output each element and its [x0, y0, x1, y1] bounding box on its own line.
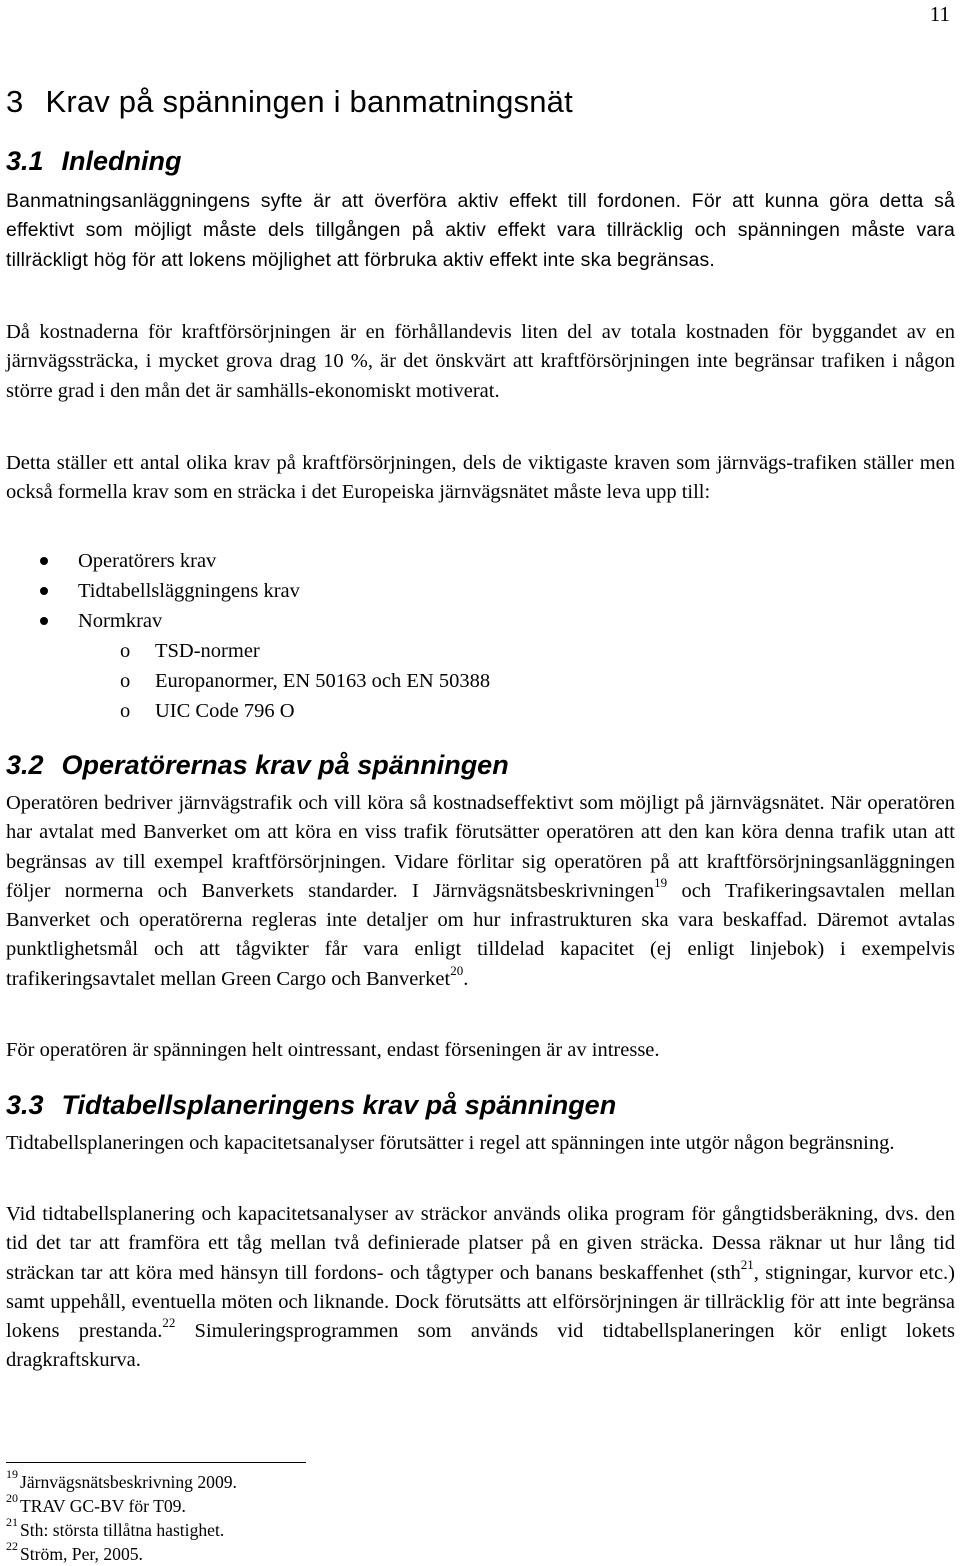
requirements-list [6, 546, 491, 722]
sublist-item [6, 666, 490, 696]
footnote-ref-22: 22 [162, 1315, 176, 1331]
list-item-text: Operatörers krav [78, 550, 217, 572]
section-heading-3-2 [6, 750, 509, 781]
chapter-title: Krav på spänningen i banmatningsnät [45, 84, 573, 119]
footnote-text: TRAV GC-BV för T09. [20, 1496, 186, 1516]
paragraph-intro: Banmatningsanläggningens syfte är att överföra aktiv effekt till fordonen. För att kunna göra detta så effektivt som möjligt måste dels tillgången på aktiv effekt vara tillräcklig och spänningen måste vara tillräckligt hög för att lokens möjlighet att förbruka aktiv effekt inte ska begränsas. [6, 190, 955, 271]
section-title: Tidtabellsplaneringens krav på spänningen [61, 1090, 617, 1120]
paragraph-text: , stigningar, kurvor etc.) samt uppehåll, eventuella möten och liknande. Dock förutsätts att elförsörjningen är tillräcklig för att inte begränsa lokens prestanda. [6, 1261, 955, 1343]
sub-bullet-marker: o [120, 670, 131, 692]
list-item-text: Tidtabellsläggningens krav [78, 580, 300, 602]
footnote-ref-20: 20 [450, 962, 464, 978]
footnote [6, 1467, 237, 1494]
paragraph-operators [6, 789, 955, 994]
paragraph-requirements: Detta ställer ett antal olika krav på kraftförsörjningen, dels de viktigaste kraven som järnvägs-trafiken ställer men också formella krav som en sträcka i det Europeiska järnvägsnätet måste leva upp till: [6, 452, 955, 504]
page-number: 11 [929, 2, 950, 26]
bullet-icon [40, 587, 48, 595]
footnote [6, 1491, 237, 1518]
paragraph-text: . [463, 967, 469, 990]
sublist-item-text: UIC Code 796 O [155, 700, 295, 722]
paragraph-cost: Då kostnaderna för kraftförsörjningen är en förhållandevis liten del av totala kostnaden för byggandet av en järnvägssträcka, i mycket grova drag 10 %, är det önskvärt att kraftförsörjningen inte begränsar trafiken i någon större grad i den mån det är samhälls-ekonomiskt motiverat. [6, 321, 955, 402]
section-title: Inledning [61, 146, 182, 176]
list-item-text: Normkrav [78, 610, 163, 632]
chapter-heading [6, 84, 573, 120]
sub-bullet-marker: o [120, 700, 131, 722]
sublist-item-text: Europanormer, EN 50163 och EN 50388 [155, 670, 491, 692]
paragraph-simulation [6, 1200, 955, 1376]
list-item [6, 606, 491, 722]
chapter-number: 3 [6, 84, 24, 119]
footnote-ref-21: 21 [740, 1256, 754, 1272]
footnote-text: Ström, Per, 2005. [20, 1544, 143, 1564]
paragraph-text: Vid tidtabellsplanering och kapacitetsanalyser av sträckor används olika program för gångtidsberäkning, dvs. den tid det tar att framföra ett tåg mellan två definierade platser på en given sträcka. Dessa räknar ut hur lång tid sträckan tar att köra med hänsyn till fordons- och tågtyper och banans beskaffenhet (sth [6, 1203, 955, 1284]
footnote-number: 20 [6, 1491, 18, 1506]
footnote [6, 1515, 237, 1542]
section-number: 3.3 [6, 1090, 44, 1120]
footnote [6, 1539, 237, 1566]
section-heading-3-1 [6, 146, 182, 177]
footnote-text: Järnvägsnätsbeskrivning 2009. [20, 1472, 237, 1492]
bullet-icon [40, 557, 48, 565]
sub-bullet-marker: o [120, 640, 131, 662]
sublist-item [6, 636, 490, 666]
footnote-text: Sth: största tillåtna hastighet. [20, 1520, 225, 1540]
paragraph-text: och Trafikeringsavtalen mellan Banverket och operatörerna regleras inte detaljer om hur infrastrukturen ska vara beskaffad. Däremot avtalas punktlighetsmål och att tågvikter får vara enligt tilldelad kapacitet (ej enligt linjebok) i exempelvis trafikeringsavtalet mellan Green Cargo och Banverket [6, 879, 955, 990]
paragraph-operators-delay: För operatören är spänningen helt ointressant, endast förseningen är av intresse. [6, 1039, 660, 1061]
bullet-icon [40, 617, 48, 625]
section-number: 3.2 [6, 750, 44, 780]
sublist-item-text: TSD-normer [155, 640, 260, 662]
paragraph-text: Simuleringsprogrammen som används vid tidtabellsplaneringen kör enligt lokets dragkraftskurva. [6, 1320, 955, 1372]
footnote-number: 21 [6, 1515, 18, 1530]
section-number: 3.1 [6, 146, 44, 176]
sublist-item [6, 696, 490, 726]
footnote-divider [6, 1462, 306, 1463]
section-title: Operatörernas krav på spänningen [61, 750, 509, 780]
footnote-number: 22 [6, 1539, 18, 1554]
list-item [6, 576, 490, 606]
norm-sublist [78, 636, 490, 726]
footnote-number: 19 [6, 1467, 18, 1482]
paragraph-timetable: Tidtabellsplaneringen och kapacitetsanalyser förutsätter i regel att spänningen inte utgör någon begränsning. [6, 1132, 895, 1154]
section-heading-3-3 [6, 1090, 616, 1121]
list-item [6, 546, 490, 576]
footnote-ref-19: 19 [654, 875, 668, 891]
footnotes [6, 1467, 237, 1566]
paragraph-text: Operatören bedriver järnvägstrafik och vill köra så kostnadseffektivt som möjligt på järnvägsnätet. När operatören har avtalat med Banverket om att köra en viss trafik förutsätter operatören att den kan köra denna trafik utan att begränsas av till exempel kraftförsörjningen. Vidare förlitar sig operatören på att kraftförsörjningsanläggningen följer normerna och Banverkets standarder. I Järnvägsnätsbeskrivningen [6, 792, 955, 902]
